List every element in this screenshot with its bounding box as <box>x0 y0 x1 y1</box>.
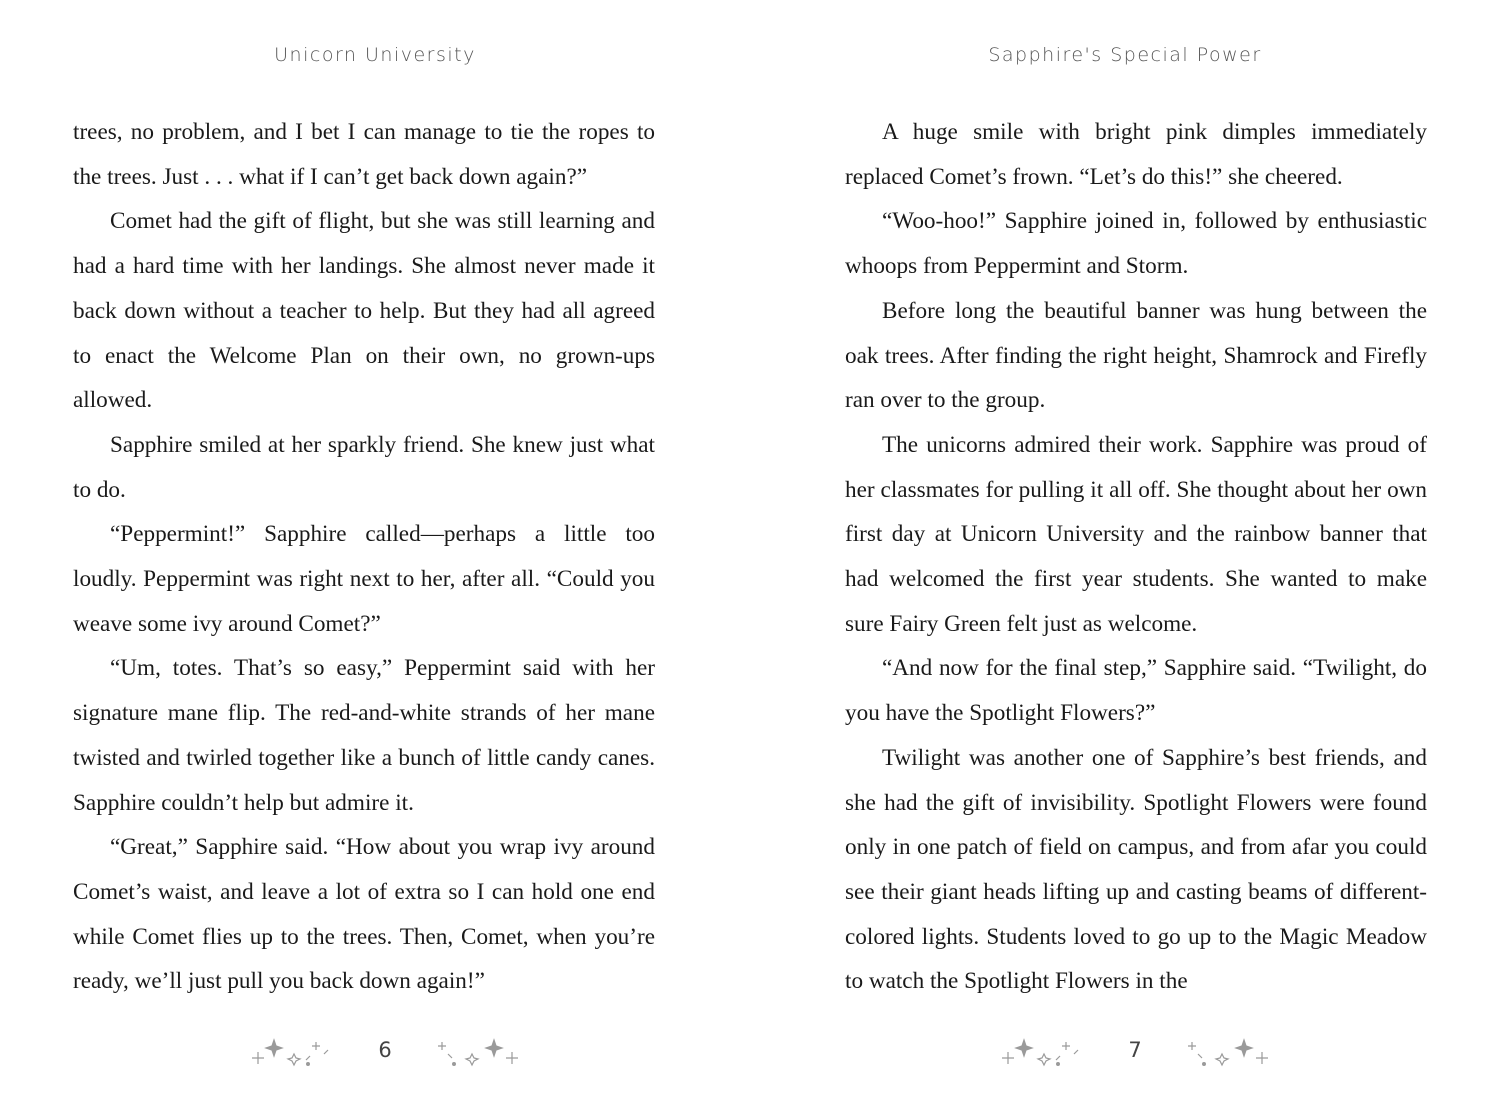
paragraph: “And now for the final step,” Sapphire said. “Twilight, do you have the Spotlight Flowers?” <box>845 655 1427 727</box>
running-head: Unicorn University <box>274 44 476 66</box>
paragraph: Twilight was another one of Sapphire’s best friends, and she had the gift of invisibility. Spotlight Flowers were found only in one patch of field on campus, and from afar you could see their giant heads lifting up and casting beams of different-colored lights. Students loved to go up to the Magic Meadow to watch the Spotlight Flowers in the <box>845 744 1427 995</box>
sparkle-ornament-right-icon <box>432 1034 522 1070</box>
page-number: 7 <box>1128 1038 1142 1062</box>
page-number: 6 <box>378 1038 392 1062</box>
page-footer <box>750 1030 1500 1074</box>
paragraph: The unicorns admired their work. Sapphire was proud of her classmates for pulling it all off. She thought about her own first day at Unicorn University and the rainbow banner that had welcomed the first year students. She wanted to make sure Fairy Green felt just as welcome. <box>845 431 1427 637</box>
paragraph: “Peppermint!” Sapphire called—perhaps a little too loudly. Peppermint was right next to her, after all. “Could you weave some ivy around Comet?” <box>73 521 655 637</box>
paragraph: Comet had the gift of flight, but she was still learning and had a hard time with her landings. She almost never made it back down without a teacher to help. But they had all agreed to enact the Welcome Plan on their own, no grown-ups allowed. <box>73 208 655 414</box>
paragraph: trees, no problem, and I bet I can manage to tie the ropes to the trees. Just . . . what if I can’t get back down again?” <box>73 119 655 190</box>
paragraph: “Great,” Sapphire said. “How about you wrap ivy around Comet’s waist, and leave a lot of extra so I can hold one end while Comet flies up to the trees. Then, Comet, when you’re ready, we’ll just pull you back down again!” <box>73 834 655 995</box>
paragraph: Before long the beautiful banner was hung between the oak trees. After finding the right height, Shamrock and Firefly ran over to the group. <box>845 297 1427 414</box>
sparkle-ornament-right-icon <box>1182 1034 1272 1070</box>
paragraph: A huge smile with bright pink dimples immediately replaced Comet’s frown. “Let’s do this!” she cheered. <box>845 119 1427 190</box>
paragraph: “Um, totes. That’s so easy,” Peppermint said with her signature mane flip. The red-and-white strands of her mane twisted and twirled together like a bunch of little candy canes. Sapphire couldn’t help but admire it. <box>73 655 655 816</box>
body-text <box>845 110 1427 1004</box>
paragraph: “Woo-hoo!” Sapphire joined in, followed by enthusiastic whoops from Peppermint and Storm. <box>845 208 1427 280</box>
sparkle-ornament-left-icon <box>246 1034 336 1070</box>
body-text <box>73 110 655 1004</box>
page-footer <box>0 1030 750 1074</box>
paragraph: Sapphire smiled at her sparkly friend. She knew just what to do. <box>73 431 655 503</box>
right-page <box>750 0 1500 1116</box>
sparkle-ornament-left-icon <box>996 1034 1086 1070</box>
running-head: Sapphire's Special Power <box>988 44 1262 66</box>
